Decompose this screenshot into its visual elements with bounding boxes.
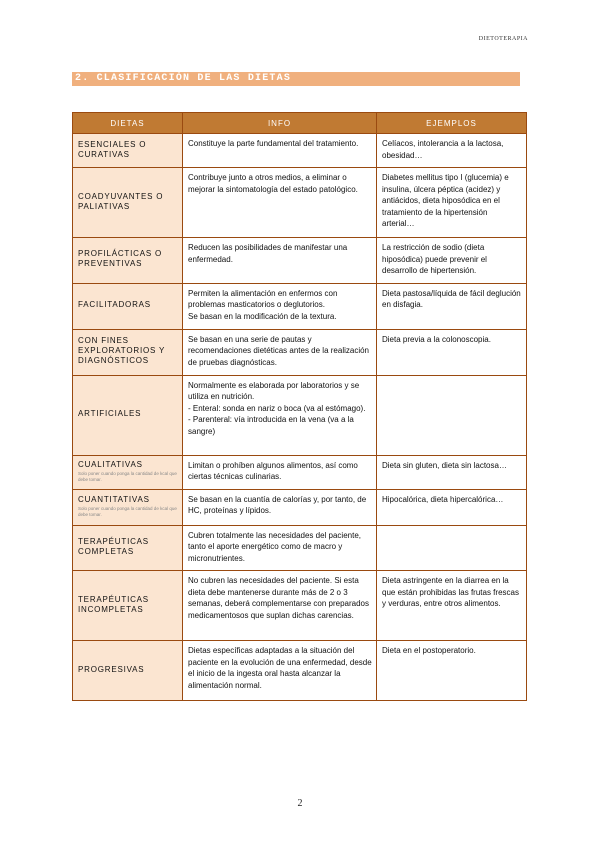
diet-type-cell bbox=[73, 525, 183, 571]
examples-cell: Dieta pastosa/líquida de fácil deglución en disfagia. bbox=[377, 283, 527, 329]
diet-type-label: COADYUVANTES O PALIATIVAS bbox=[78, 191, 164, 211]
table-body bbox=[73, 134, 527, 701]
diet-type-label: PROGRESIVAS bbox=[78, 664, 145, 674]
column-header-dietas: DIETAS bbox=[73, 113, 183, 134]
examples-cell: La restricción de sodio (dieta hiposódica) puede prevenir el desarrollo de hipertensión. bbox=[377, 238, 527, 284]
examples-cell: Celíacos, intolerancia a la lactosa, obesidad… bbox=[377, 134, 527, 168]
examples-cell: Diabetes mellitus tipo I (glucemia) e insulina, úlcera péptica (acidez) y antiácidos, dieta hiposódica en el tratamiento de la hipertensión arterial… bbox=[377, 168, 527, 238]
diet-type-cell bbox=[73, 329, 183, 375]
examples-cell bbox=[377, 525, 527, 571]
examples-cell: Dieta en el postoperatorio. bbox=[377, 641, 527, 701]
info-cell: Se basan en una serie de pautas y recomendaciones dietéticas antes de la realización de pruebas diagnósticas. bbox=[183, 329, 377, 375]
info-cell: Cubren totalmente las necesidades del paciente, tanto el aporte energético como de macro y micronutrientes. bbox=[183, 525, 377, 571]
info-cell: Normalmente es elaborada por laboratorios y se utiliza en nutrición. - Enteral: sonda en nariz o boca (va al estómago). - Parenteral: vía introducida en la vena (va a la sangre) bbox=[183, 375, 377, 455]
table-row bbox=[73, 238, 527, 284]
diet-type-cell bbox=[73, 641, 183, 701]
table-row bbox=[73, 571, 527, 641]
info-cell: Reducen las posibilidades de manifestar una enfermedad. bbox=[183, 238, 377, 284]
table-row bbox=[73, 455, 527, 489]
table-header-row bbox=[73, 113, 527, 134]
table-row bbox=[73, 641, 527, 701]
column-header-ejemplos: EJEMPLOS bbox=[377, 113, 527, 134]
info-cell: Dietas específicas adaptadas a la situación del paciente en la evolución de una enfermedad, desde el inicio de la ingesta oral hasta alcanzar la alimentación normal. bbox=[183, 641, 377, 701]
diet-type-cell bbox=[73, 238, 183, 284]
diet-type-cell bbox=[73, 168, 183, 238]
table-row bbox=[73, 375, 527, 455]
info-cell: Permiten la alimentación en enfermos con problemas masticatorios o deglutorios. Se basan en la modificación de la textura. bbox=[183, 283, 377, 329]
diet-type-cell bbox=[73, 375, 183, 455]
diet-type-label: TERAPÉUTICAS COMPLETAS bbox=[78, 536, 149, 556]
running-header: DIETOTERAPIA bbox=[478, 36, 528, 42]
column-header-info: INFO bbox=[183, 113, 377, 134]
table-row bbox=[73, 525, 527, 571]
examples-cell: Hipocalórica, dieta hipercalórica… bbox=[377, 489, 527, 525]
table-row bbox=[73, 489, 527, 525]
diet-type-label: ARTIFICIALES bbox=[78, 409, 142, 418]
info-cell: Contribuye junto a otros medios, a eliminar o mejorar la sintomatología del estado patológico. bbox=[183, 168, 377, 238]
section-heading-bar bbox=[72, 72, 520, 86]
diet-type-cell bbox=[73, 489, 183, 525]
diet-type-label: CON FINES EXPLORATORIOS Y DIAGNÓSTICOS bbox=[78, 336, 165, 365]
diet-type-label: CUALITATIVAS bbox=[78, 459, 143, 469]
diet-type-cell bbox=[73, 283, 183, 329]
diet-type-cell bbox=[73, 455, 183, 489]
diet-type-cell bbox=[73, 134, 183, 168]
examples-cell: Dieta previa a la colonoscopia. bbox=[377, 329, 527, 375]
table-row bbox=[73, 329, 527, 375]
info-cell: Se basan en la cuantía de calorías y, por tanto, de HC, proteínas y lípidos. bbox=[183, 489, 377, 525]
info-cell: Limitan o prohíben algunos alimentos, así como ciertas técnicas culinarias. bbox=[183, 455, 377, 489]
diet-type-cell bbox=[73, 571, 183, 641]
diet-type-label: PROFILÁCTICAS O PREVENTIVAS bbox=[78, 249, 163, 269]
table-row bbox=[73, 168, 527, 238]
page-number: 2 bbox=[297, 798, 303, 809]
examples-cell: Dieta sin gluten, dieta sin lactosa… bbox=[377, 455, 527, 489]
examples-cell bbox=[377, 375, 527, 455]
diet-classification-table bbox=[72, 112, 527, 701]
diet-type-note: Solo poner cuando ponga la cantidad de kcal que debe tomar. bbox=[78, 470, 177, 482]
diet-type-label: ESENCIALES O CURATIVAS bbox=[78, 139, 147, 159]
info-cell: No cubren las necesidades del paciente. Si esta dieta debe mantenerse durante más de 2 o 3 semanas, deberá complementarse con preparados medicamentosos que suplan dichas carencias. bbox=[183, 571, 377, 641]
diet-type-note: Solo poner cuando ponga la cantidad de kcal que debe tomar. bbox=[78, 505, 177, 517]
table-row bbox=[73, 283, 527, 329]
diet-type-label: CUANTITATIVAS bbox=[78, 494, 150, 504]
examples-cell: Dieta astringente en la diarrea en la que están prohibidas las frutas frescas y verduras, entre otros alimentos. bbox=[377, 571, 527, 641]
diet-type-label: TERAPÉUTICAS INCOMPLETAS bbox=[78, 594, 149, 614]
info-cell: Constituye la parte fundamental del tratamiento. bbox=[183, 134, 377, 168]
diet-type-label: FACILITADORAS bbox=[78, 300, 151, 309]
table-row bbox=[73, 134, 527, 168]
section-title: 2. CLASIFICACIÓN DE LAS DIETAS bbox=[75, 73, 292, 84]
